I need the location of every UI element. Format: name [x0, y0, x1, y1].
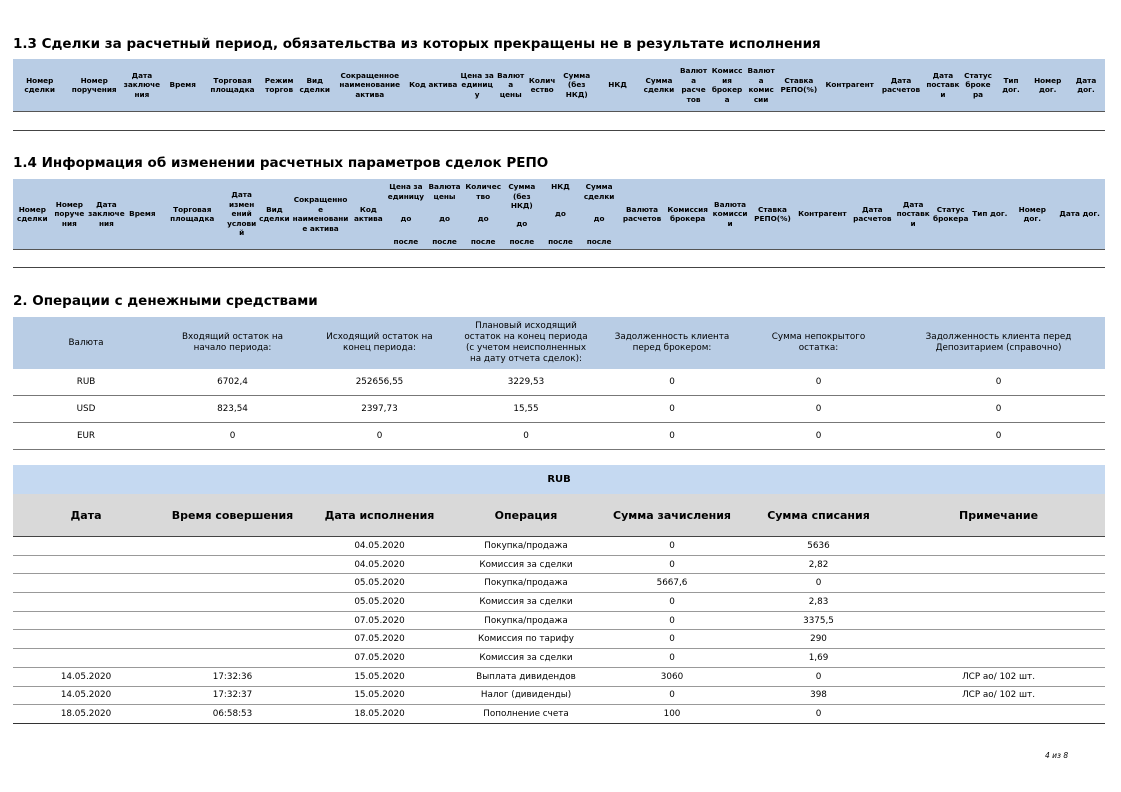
col-header: Сокращенное наименование актива [333, 59, 407, 112]
cell: 0 [892, 369, 1105, 396]
cell: 0 [599, 611, 745, 630]
cell: 14.05.2020 [13, 667, 159, 686]
col-header: Номер сделки [13, 179, 52, 250]
cell: 2397,73 [306, 396, 453, 423]
cell: 0 [599, 555, 745, 574]
cell [892, 537, 1105, 556]
cell [159, 649, 306, 668]
table-row [13, 630, 1105, 649]
col-header: Ставка РЕПО(%) [777, 59, 821, 112]
col-header: Дата заключения [87, 179, 126, 250]
cell [13, 649, 159, 668]
cell: 0 [599, 649, 745, 668]
cell: 0 [892, 423, 1105, 450]
cell: 398 [745, 686, 892, 705]
cell: 17:32:37 [159, 686, 306, 705]
col-header: Код актива [350, 179, 387, 250]
cell: 0 [599, 537, 745, 556]
after-label: до [555, 209, 566, 219]
currency-title: RUB [13, 465, 1105, 494]
deals-terminated-table [13, 59, 1105, 112]
col-header: Сумма непокрытого остатка: [745, 317, 892, 369]
cell: Пополнение счета [453, 705, 599, 724]
cell [13, 593, 159, 612]
cell: 0 [745, 705, 892, 724]
after-label: до [516, 218, 528, 228]
col-header: Контрагент [794, 179, 850, 250]
cell [159, 555, 306, 574]
cell: 15.05.2020 [306, 667, 453, 686]
after-label: до [439, 214, 450, 223]
col-header: Примечание [892, 494, 1105, 537]
col-header: Номер дог. [1010, 179, 1054, 250]
col-header: Количество [526, 59, 557, 112]
table-row [13, 537, 1105, 556]
cell: 17:32:36 [159, 667, 306, 686]
col-header: Статус брокера [962, 59, 993, 112]
cell: 5667,6 [599, 574, 745, 593]
cell: 18.05.2020 [13, 705, 159, 724]
table-header-row [13, 59, 1105, 112]
after-label: до [477, 214, 489, 223]
cell [892, 593, 1105, 612]
cell [159, 593, 306, 612]
cell: 5636 [745, 537, 892, 556]
cell: 07.05.2020 [306, 611, 453, 630]
col-header: Время [162, 59, 204, 112]
cell: EUR [13, 423, 159, 450]
cell: 05.05.2020 [306, 593, 453, 612]
section-1-4-title: 1.4 Информация об изменении расчетных параметров сделок РЕПО [13, 155, 549, 171]
cell: 07.05.2020 [306, 630, 453, 649]
table-row [13, 649, 1105, 668]
col-header: Дата [13, 494, 159, 537]
table-row [13, 611, 1105, 630]
col-header-split [580, 179, 619, 250]
cell: USD [13, 396, 159, 423]
after-label: после [432, 236, 457, 246]
cell [892, 705, 1105, 724]
col-header: Сумма списания [745, 494, 892, 537]
col-header: Сумма (без НКД) [558, 59, 596, 112]
cell: 290 [745, 630, 892, 649]
cell [892, 630, 1105, 649]
col-header: Номер сделки [13, 59, 66, 112]
col-header: Цена за единицу [459, 59, 495, 112]
col-header: Дата изменений условий [226, 179, 258, 250]
cell: 0 [745, 396, 892, 423]
col-header-label: Количество [465, 182, 502, 201]
after-label: после [509, 236, 535, 246]
table-header-row [13, 179, 1105, 250]
col-header: Валюта комиссии [745, 59, 776, 112]
cell [892, 574, 1105, 593]
cell: ЛСР ао/ 102 шт. [892, 667, 1105, 686]
cell [159, 611, 306, 630]
col-header: Дата исполнения [306, 494, 453, 537]
cell [159, 574, 306, 593]
empty-row-divider [13, 267, 1105, 268]
repo-changes-table [13, 179, 1105, 250]
col-header: Дата заключения [122, 59, 162, 112]
page-number: 4 из 8 [1045, 751, 1069, 760]
after-label: до [400, 214, 412, 223]
table-row [13, 369, 1105, 396]
table-row [13, 686, 1105, 705]
col-header: Операция [453, 494, 599, 537]
table-header-row [13, 494, 1105, 537]
col-header: Статус брокера [932, 179, 970, 250]
col-header: Дата поставки [924, 59, 963, 112]
col-header: Сумма сделки [640, 59, 679, 112]
col-header: Контрагент [821, 59, 879, 112]
col-header: Дата дог. [1054, 179, 1105, 250]
cash-balances-table [13, 317, 1105, 450]
col-header-split [464, 179, 503, 250]
cell [892, 649, 1105, 668]
cell [13, 611, 159, 630]
col-header: Вид сделки [258, 179, 291, 250]
cell: 06:58:53 [159, 705, 306, 724]
cell [13, 574, 159, 593]
empty-row-divider [13, 130, 1105, 131]
cell: Комиссия за сделки [453, 555, 599, 574]
cell: 0 [599, 630, 745, 649]
cell: 0 [745, 574, 892, 593]
cell: 04.05.2020 [306, 537, 453, 556]
after-label: после [470, 236, 496, 246]
cell: Покупка/продажа [453, 574, 599, 593]
table-row [13, 396, 1105, 423]
col-header: Номер дог. [1028, 59, 1067, 112]
col-header-label: НКД [551, 182, 570, 191]
col-header-split [503, 179, 542, 250]
col-header-split [387, 179, 426, 250]
cell: 0 [599, 396, 745, 423]
cell [159, 537, 306, 556]
col-header-label: Цена за единицу [387, 182, 425, 201]
cell: 18.05.2020 [306, 705, 453, 724]
col-header-label: Сумма (без НКД) [508, 182, 536, 210]
cell: Комиссия по тарифу [453, 630, 599, 649]
table-row [13, 705, 1105, 724]
col-header: Сумма зачисления [599, 494, 745, 537]
table-header-row [13, 317, 1105, 369]
col-header: Торговая площадка [159, 179, 226, 250]
col-header: Ставка РЕПО(%) [750, 179, 794, 250]
cell: 15,55 [453, 396, 599, 423]
after-label: после [586, 236, 612, 246]
col-header: Номер поручения [52, 179, 87, 250]
col-header: Дата расчетов [878, 59, 923, 112]
col-header-label: Валюта цены [428, 182, 461, 201]
cell: 252656,55 [306, 369, 453, 396]
col-header: Входящий остаток на начало периода: [159, 317, 306, 369]
col-header: Тип дог. [994, 59, 1029, 112]
cell: 14.05.2020 [13, 686, 159, 705]
table-row [13, 574, 1105, 593]
col-header: Задолженность клиента перед Депозитарием (справочно) [892, 317, 1105, 369]
cell [13, 630, 159, 649]
cell: Покупка/продажа [453, 611, 599, 630]
cell: Выплата дивидендов [453, 667, 599, 686]
cell [13, 537, 159, 556]
cell: 2,83 [745, 593, 892, 612]
col-header: Валюта расчетов [678, 59, 708, 112]
cell: 0 [745, 667, 892, 686]
col-header: Дата дог. [1067, 59, 1105, 112]
col-header: Сокращенное наименование актива [291, 179, 350, 250]
col-header: Номер поручения [66, 59, 122, 112]
cell: 0 [892, 396, 1105, 423]
after-label: до [593, 214, 605, 223]
cell: Комиссия за сделки [453, 649, 599, 668]
table-row [13, 593, 1105, 612]
table-row [13, 667, 1105, 686]
col-header: Дата поставки [894, 179, 932, 250]
cell: 3375,5 [745, 611, 892, 630]
cell: 0 [159, 423, 306, 450]
cell: 0 [599, 593, 745, 612]
cell: 3229,53 [453, 369, 599, 396]
cell: 0 [745, 369, 892, 396]
col-header: Вид сделки [297, 59, 333, 112]
after-label: после [548, 236, 573, 246]
cell: 2,82 [745, 555, 892, 574]
table-title-row [13, 465, 1105, 494]
cell: 3060 [599, 667, 745, 686]
cell: 1,69 [745, 649, 892, 668]
col-header: Комиссия брокера [709, 59, 746, 112]
col-header: Время совершения [159, 494, 306, 537]
cell: 823,54 [159, 396, 306, 423]
cell: Комиссия за сделки [453, 593, 599, 612]
col-header-split [541, 179, 580, 250]
cell: RUB [13, 369, 159, 396]
cell: 0 [599, 686, 745, 705]
col-header: Тип дог. [969, 179, 1010, 250]
col-header: Режим торгов [261, 59, 297, 112]
col-header: Код актива [407, 59, 459, 112]
cell: 0 [453, 423, 599, 450]
col-header: Задолженность клиента перед брокером: [599, 317, 745, 369]
col-header: Валюта расчетов [618, 179, 665, 250]
cell: 100 [599, 705, 745, 724]
cell: Покупка/продажа [453, 537, 599, 556]
cell: 0 [599, 423, 745, 450]
after-label: после [393, 236, 419, 246]
col-header-split [425, 179, 464, 250]
cell: 04.05.2020 [306, 555, 453, 574]
cell: 07.05.2020 [306, 649, 453, 668]
cell: 0 [745, 423, 892, 450]
table-row [13, 555, 1105, 574]
cell: 15.05.2020 [306, 686, 453, 705]
col-header: Валюта комиссии [710, 179, 751, 250]
col-header-label: Сумма сделки [583, 182, 615, 201]
cell [159, 630, 306, 649]
cell: 0 [306, 423, 453, 450]
col-header: Валюта [13, 317, 159, 369]
section-1-3-title: 1.3 Сделки за расчетный период, обязательства из которых прекращены не в результате исполнения [13, 36, 821, 52]
col-header: Исходящий остаток на конец периода: [306, 317, 453, 369]
col-header: Валюта цены [495, 59, 526, 112]
section-2-title: 2. Операции с денежными средствами [13, 293, 318, 309]
rub-operations-table [13, 465, 1105, 724]
col-header: Комиссия брокера [666, 179, 710, 250]
cell [892, 611, 1105, 630]
cell: 0 [599, 369, 745, 396]
col-header: Дата расчетов [850, 179, 894, 250]
cell: ЛСР ао/ 102 шт. [892, 686, 1105, 705]
cell: 6702,4 [159, 369, 306, 396]
rub-operations-body [13, 537, 1105, 724]
col-header: Время [126, 179, 159, 250]
cell: Налог (дивиденды) [453, 686, 599, 705]
col-header: Плановый исходящий остаток на конец периода (с учетом неисполненных на дату отчета сделок): [453, 317, 599, 369]
cell [13, 555, 159, 574]
col-header: НКД [596, 59, 640, 112]
cell: 05.05.2020 [306, 574, 453, 593]
table-row [13, 423, 1105, 450]
cell [892, 555, 1105, 574]
col-header: Торговая площадка [204, 59, 262, 112]
